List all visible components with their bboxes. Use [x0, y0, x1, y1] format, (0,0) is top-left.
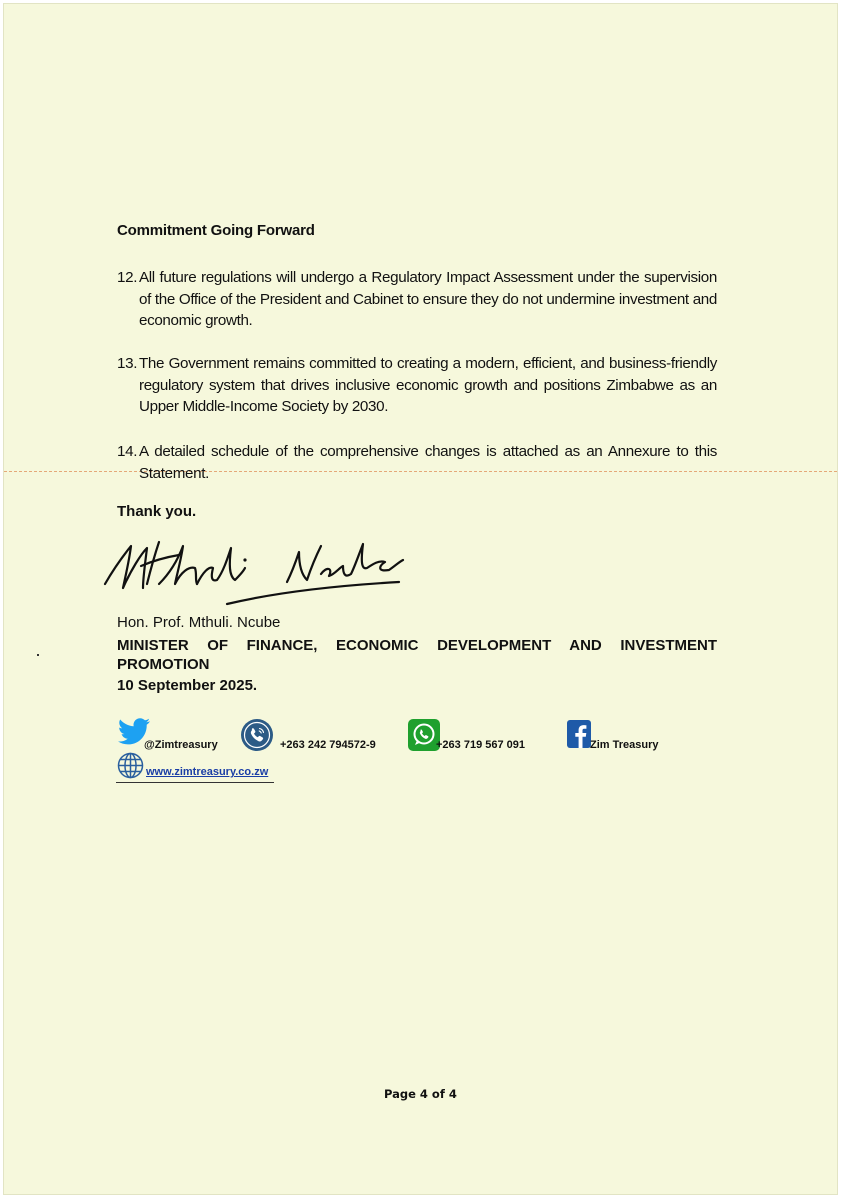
signatory-name: Hon. Prof. Mthuli. Ncube [117, 614, 281, 631]
twitter-handle: @Zimtreasury [144, 739, 218, 751]
paragraph-12 [117, 267, 717, 332]
paragraph-text: All future regulations will undergo a Regulatory Impact Assessment under the supervision of the Office of the President and Cabinet to ensure they do not undermine investment and economic growth. [139, 269, 717, 329]
paragraph-14 [117, 441, 717, 484]
paragraph-text: A detailed schedule of the comprehensive changes is attached as an Annexure to this Statement. [139, 443, 717, 482]
closing-thanks: Thank you. [117, 503, 197, 520]
scan-speck [37, 654, 39, 656]
website-link[interactable]: www.zimtreasury.co.zw [146, 766, 269, 778]
paragraph-number: 14. [117, 443, 138, 460]
paragraph-text: The Government remains committed to creating a modern, efficient, and business-friendly regulatory system that drives inclusive economic growth and positions Zimbabwe as an Upper Middle-Income Society by 2030. [139, 355, 717, 415]
paragraph-number: 13. [117, 355, 138, 372]
phone-number: +263 242 794572-9 [280, 739, 376, 751]
page-number: Page 4 of 4 [384, 1087, 457, 1101]
signatory-title: MINISTER OF FINANCE, ECONOMIC DEVELOPMENT AND INVESTMENT [117, 637, 717, 654]
website-underline [116, 782, 274, 783]
facebook-page: Zim Treasury [590, 739, 659, 751]
signatory-title-continued: PROMOTION [117, 656, 210, 673]
signature-date: 10 September 2025. [117, 677, 258, 694]
section-heading: Commitment Going Forward [117, 222, 315, 239]
phone-icon [240, 718, 274, 752]
whatsapp-number: +263 719 567 091 [436, 739, 526, 751]
paragraph-13 [117, 353, 717, 418]
facebook-icon [567, 720, 591, 748]
document-page [3, 3, 838, 1195]
globe-icon [117, 752, 144, 779]
paragraph-number: 12. [117, 269, 138, 286]
handwritten-signature [99, 524, 429, 624]
